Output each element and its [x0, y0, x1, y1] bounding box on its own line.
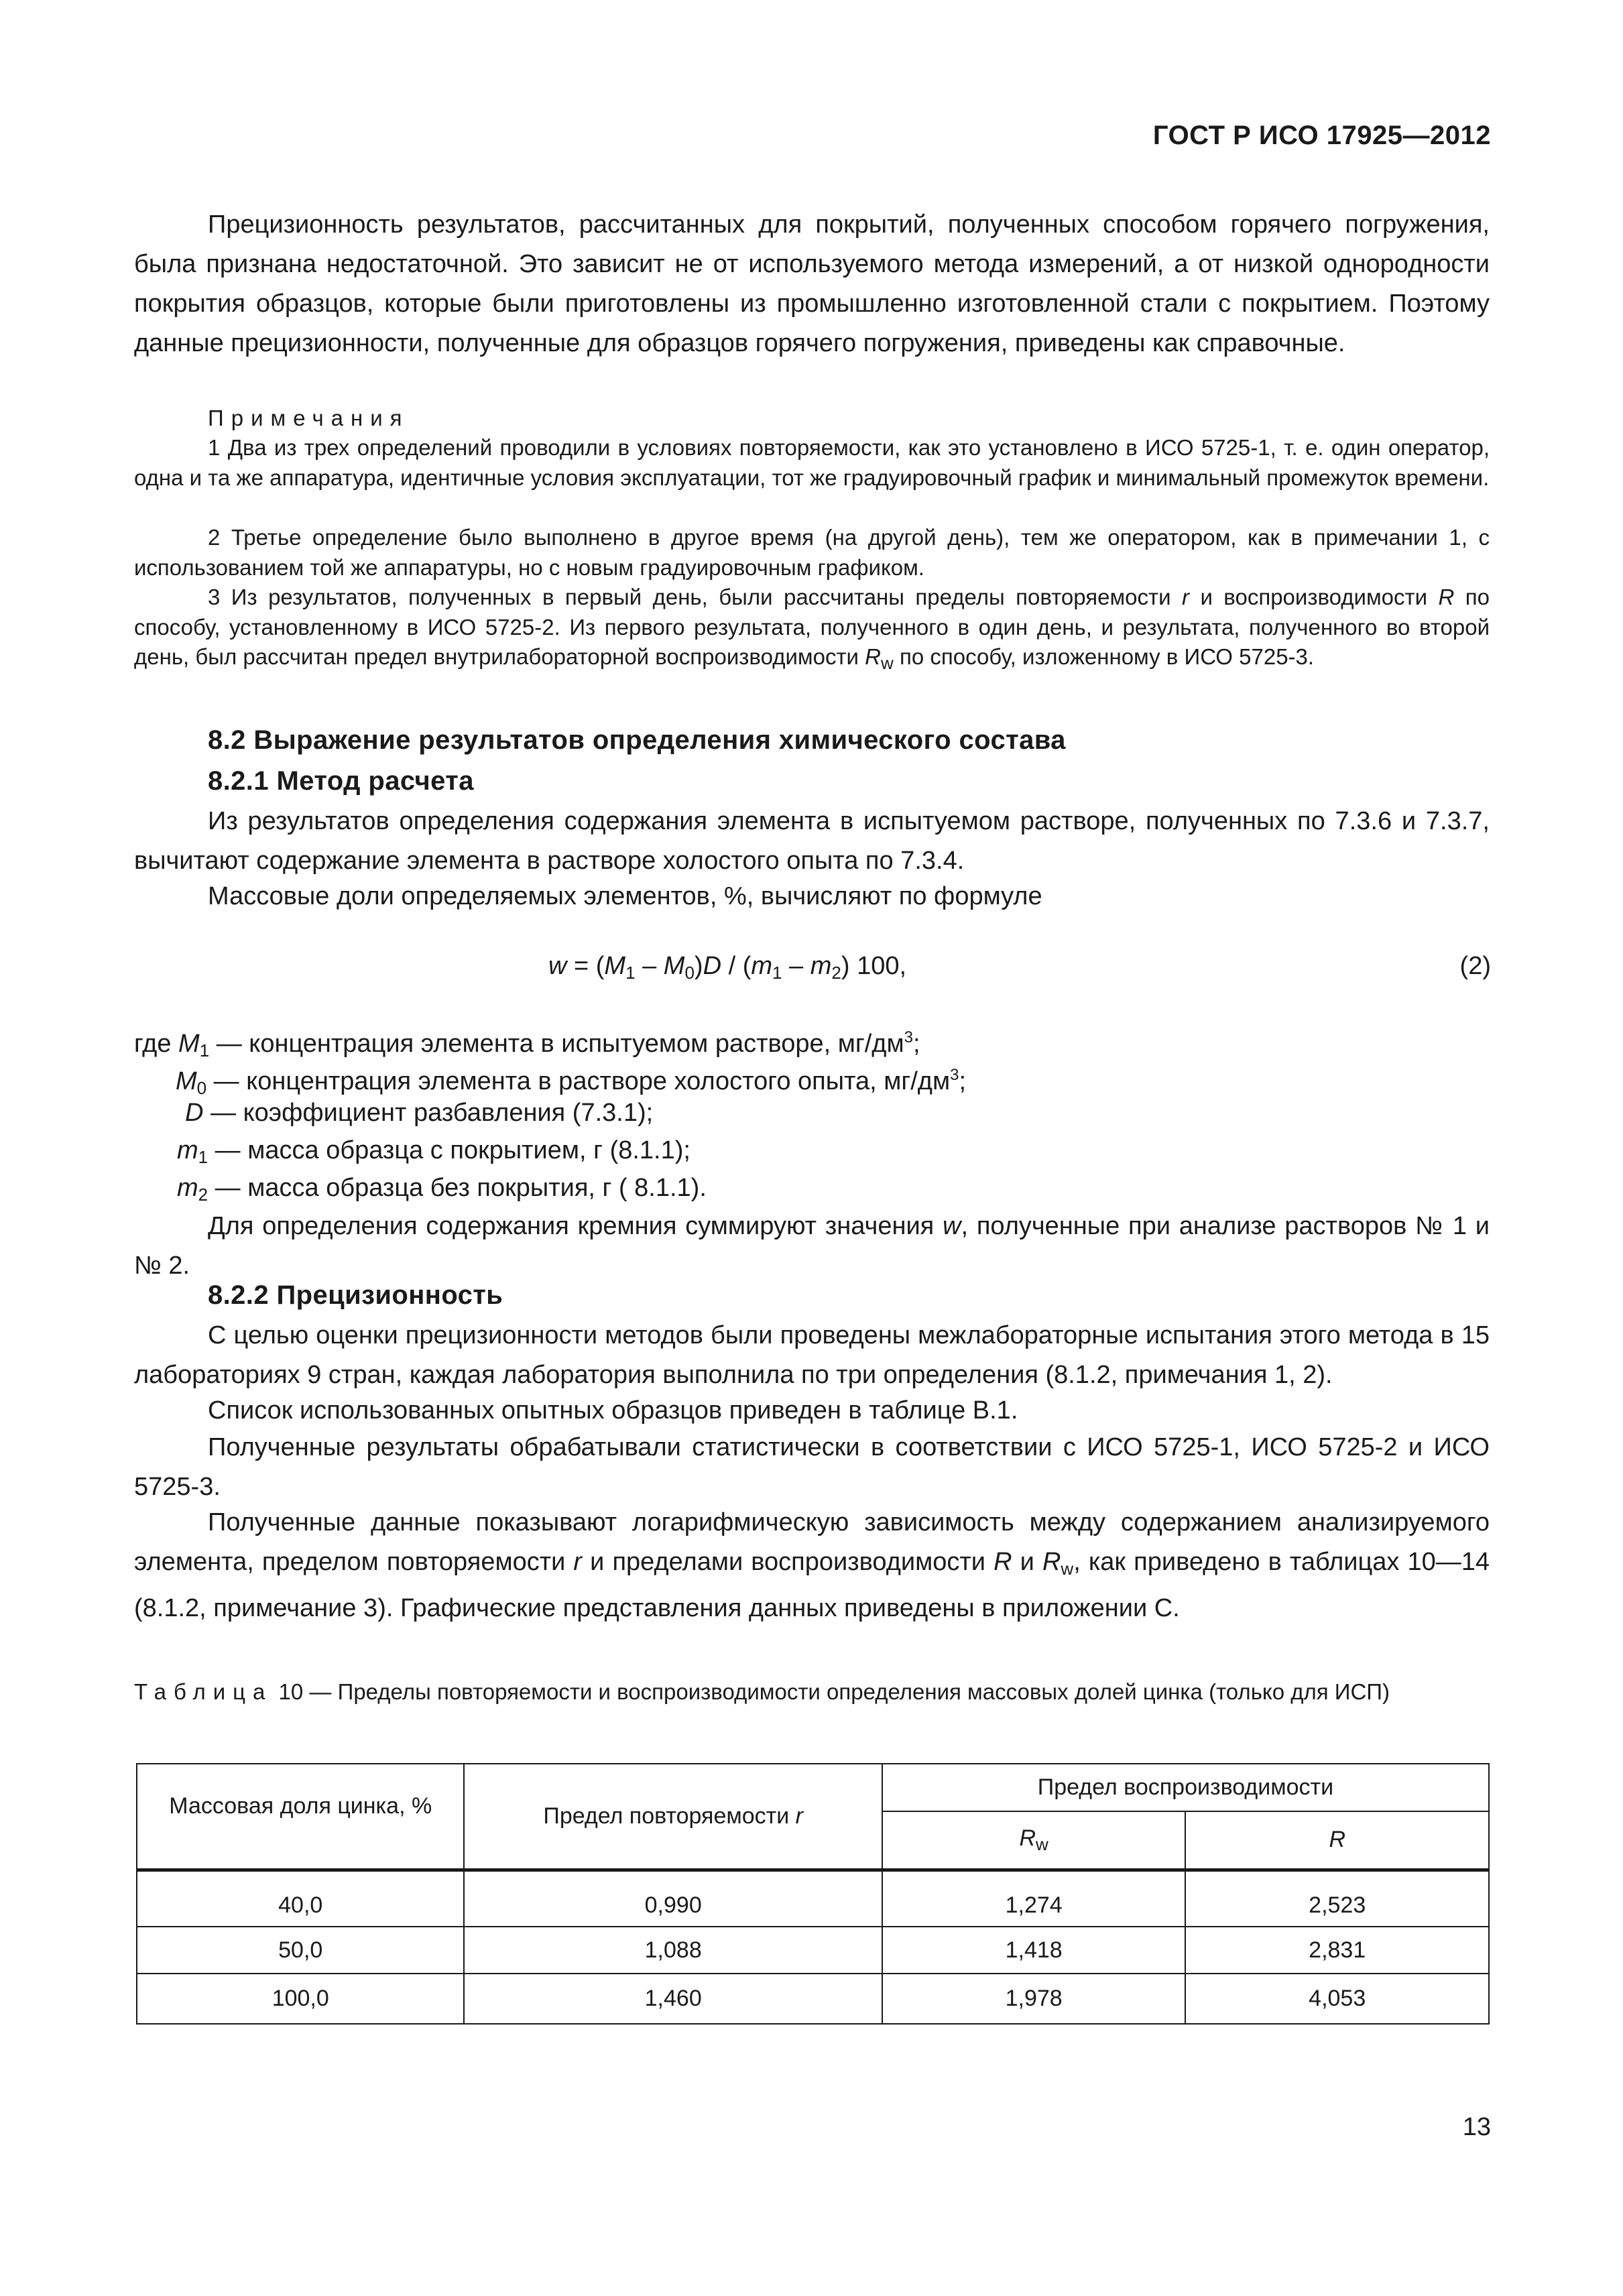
def-end: ;	[959, 1067, 967, 1095]
section-8-2-2-para1: С целью оценки прецизионности методов были проведены межлабораторные испытания этого метода в 15 лабораториях 9 стран, каждая лаборатория выполнила по три определения (8.1.2, примечания 1, 2).	[134, 1321, 1490, 1389]
table-cell: 1,088	[464, 1927, 882, 1974]
def-symbol-sub: 1	[199, 1040, 210, 1061]
note-3-symbol-Rw-sub: w	[881, 653, 894, 673]
def-sup: 3	[904, 1028, 913, 1046]
header-Rw	[882, 1811, 1186, 1870]
table-row	[137, 1870, 1489, 1927]
table-cell: 2,523	[1185, 1870, 1489, 1927]
def-sup: 3	[950, 1066, 959, 1084]
def-symbol: D	[185, 1099, 204, 1127]
para-text: Полученные данные показывают логарифмическую зависимость между содержанием анализируемого элемента, пределом повторяемости	[134, 1508, 1490, 1576]
table-cell: 1,274	[882, 1870, 1186, 1927]
table-cell: 1,418	[882, 1927, 1186, 1974]
section-8-2-1-para2: Массовые доли определяемых элементов, %, вычисляют по формуле	[208, 882, 1042, 910]
note-3-symbol-Rw: R	[865, 644, 882, 669]
section-8-2-2-para3: Полученные результаты обрабатывали статистически в соответствии с ИСО 5725-1, ИСО 5725-2 и ИСО 5725-3.	[134, 1433, 1490, 1501]
notes-title-text: Примечания	[208, 406, 410, 430]
header-repeatability-text: Предел повторяемости	[543, 1803, 796, 1829]
symbol-Rw: R	[1042, 1548, 1061, 1576]
def-symbol-sub: 0	[196, 1078, 207, 1098]
header-Rw-sub: w	[1036, 1833, 1048, 1854]
table-caption-text: 10 — Пределы повторяемости и воспроизводимости определения массовых долей цинка (только для ИСП)	[272, 1679, 1390, 1704]
note-3-text-d: по способу, изложенному в ИСО 5725-3.	[893, 644, 1315, 669]
header-repeatability	[464, 1764, 882, 1870]
header-repeatability-symbol: r	[795, 1803, 803, 1829]
def-symbol-sub: 1	[198, 1147, 208, 1167]
header-Rw-symbol: R	[1019, 1825, 1036, 1851]
document-code: ГОСТ Р ИСО 17925—2012	[1152, 121, 1491, 150]
table-row	[137, 1974, 1489, 2024]
equation-number: (2)	[1459, 952, 1491, 980]
def-text: — коэффициент разбавления (7.3.1);	[203, 1099, 654, 1127]
table-cell: 100,0	[137, 1974, 464, 2024]
para-text: , как приведено в таблицах 10—14 (8.1.2, примечание 3). Графические представления данных приведены в приложении С.	[134, 1548, 1490, 1622]
note-1: 1 Два из трех определений проводили в условиях повторяемости, как это установлено в ИСО 5725-1, т. е. один оператор, одна и та же аппаратура, идентичные условия эксплуатации, тот же градуировочный график и минимальный промежуток времени.	[134, 435, 1490, 490]
note-3-text-c: по способу, установленному в ИСО 5725-2. Из первого результата, полученного в один день, и результата, полученного во второй день, был рассчитан предел внутрилабораторной воспроизводимости	[134, 585, 1490, 669]
header-R	[1185, 1811, 1489, 1870]
table-cell: 4,053	[1185, 1974, 1489, 2024]
def-text: — масса образца без покрытия, г ( 8.1.1).	[208, 1174, 707, 1202]
where-prefix: где	[134, 1030, 179, 1058]
para-text: и	[1012, 1548, 1042, 1576]
para-text: , полученные при анализе растворов № 1 и № 2.	[134, 1212, 1490, 1280]
note-3-symbol-R: R	[1438, 585, 1455, 609]
page-number: 13	[1462, 2113, 1491, 2141]
section-8-2-heading: 8.2 Выражение результатов определения химического состава	[208, 725, 1066, 755]
note-3	[134, 583, 1490, 678]
table-cell: 40,0	[137, 1870, 464, 1927]
def-text: — масса образца с покрытием, г (8.1.1);	[208, 1136, 690, 1164]
symbol-Rw-sub: w	[1061, 1559, 1074, 1579]
def-text: — концентрация элемента в испытуемом растворе, мг/дм	[209, 1030, 904, 1058]
table-10	[136, 1763, 1490, 2025]
symbol-R: R	[994, 1548, 1012, 1576]
header-zinc-fraction: Массовая доля цинка, %	[137, 1764, 464, 1870]
def-symbol: m	[177, 1136, 198, 1164]
note-2: 2 Третье определение было выполнено в другое время (на другой день), тем же оператором, как в примечании 1, с использованием той же аппаратуры, но с новым градуировочным графиком.	[134, 525, 1490, 580]
para-text: Для определения содержания кремния суммируют значения	[208, 1212, 943, 1240]
def-symbol-sub: 2	[198, 1185, 208, 1205]
table-cell: 1,460	[464, 1974, 882, 2024]
note-3-text-b: и воспроизводимости	[1189, 585, 1439, 609]
section-8-2-1-para1: Из результатов определения содержания элемента в испытуемом растворе, полученных по 7.3.6 и 7.3.7, вычитают содержание элемента в растворе холостого опыта по 7.3.4.	[134, 807, 1490, 875]
section-8-2-2-para4	[134, 1503, 1490, 1628]
section-8-2-2-para2: Список использованных опытных образцов приведен в таблице B.1.	[208, 1396, 1018, 1425]
note-3-text-a: 3 Из результатов, полученных в первый день, были рассчитаны пределы повторяемости	[208, 585, 1183, 609]
note-3-symbol-r: r	[1182, 585, 1190, 609]
symbol-w: w	[943, 1212, 961, 1240]
para-text: и пределами воспроизводимости	[582, 1548, 994, 1576]
def-symbol: m	[177, 1174, 198, 1202]
header-reproducibility-group: Предел воспроизводимости	[882, 1764, 1489, 1811]
def-symbol: M	[176, 1067, 197, 1095]
notes-title	[134, 404, 1490, 434]
def-text: — концентрация элемента в растворе холостого опыта, мг/дм	[206, 1067, 951, 1095]
def-symbol: M	[178, 1030, 200, 1058]
table-10-caption	[134, 1676, 1490, 1708]
table-cell: 50,0	[137, 1927, 464, 1974]
section-8-2-1-heading: 8.2.1 Метод расчета	[208, 766, 474, 796]
intro-paragraph: Прецизионность результатов, рассчитанных для покрытий, полученных способом горячего погружения, была признана недостаточной. Это зависит не от используемого метода измерений, а от низкой однородности покрытия образцов, которые были приготовлены из промышленно изготовленной стали с покрытием. Поэтому данные прецизионности, полученные для образцов горячего погружения, приведены как справочные.	[134, 210, 1490, 357]
symbol-r: r	[573, 1548, 583, 1576]
table-caption-word: Таблица	[134, 1679, 273, 1704]
table-cell: 2,831	[1185, 1927, 1489, 1974]
table-cell: 0,990	[464, 1870, 882, 1927]
header-R-symbol: R	[1329, 1827, 1345, 1853]
table-cell: 1,978	[882, 1974, 1186, 2024]
formula: $w = (M_1 - M_0)D / (m_1 - m_2)$ 100,	[548, 952, 907, 983]
table-row	[137, 1927, 1489, 1974]
section-8-2-2-heading: 8.2.2 Прецизионность	[208, 1280, 503, 1310]
silicon-sum-paragraph	[134, 1207, 1490, 1286]
definition-D	[185, 1094, 653, 1132]
def-end: ;	[912, 1030, 920, 1058]
